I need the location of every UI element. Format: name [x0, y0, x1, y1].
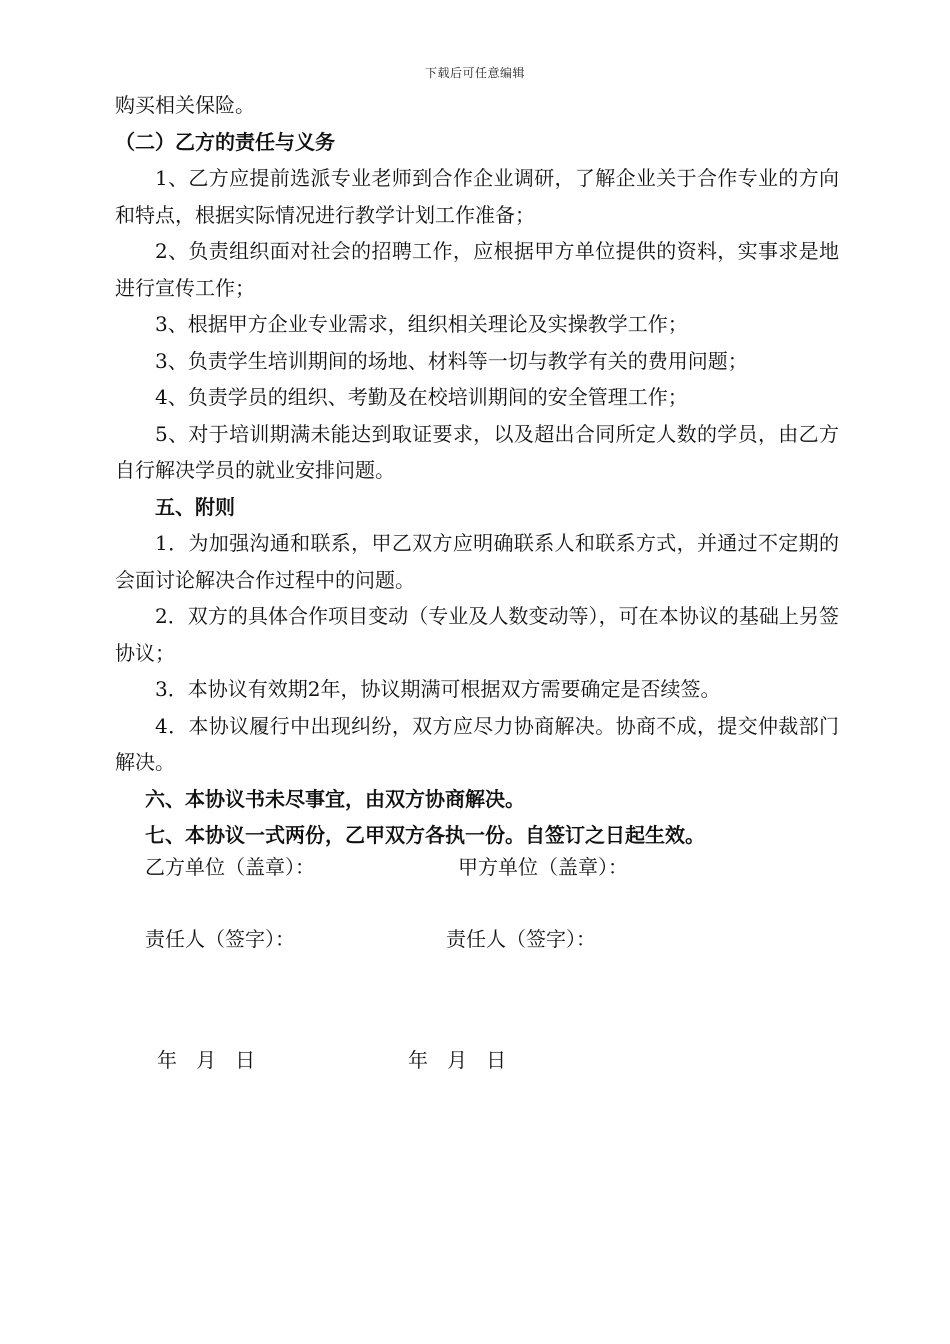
- signature-seal-row: [145, 851, 745, 887]
- party-b-date: 年 月 日: [157, 1048, 256, 1072]
- document-body: [115, 87, 839, 854]
- paragraph: 1．为加强沟通和联系，甲乙双方应明确联系人和联系方式，并通过不定期的会面讨论解决合作过程中的问题。: [115, 531, 839, 592]
- paragraph: 3、负责学生培训期间的场地、材料等一切与教学有关的费用问题；: [155, 348, 748, 373]
- paragraph: 1、乙方应提前选派专业老师到合作企业调研，了解企业关于合作专业的方向和特点，根据实际情况进行教学计划工作准备；: [115, 166, 839, 227]
- section-heading: （二）乙方的责任与义务: [115, 129, 335, 154]
- page-header: 下载后可任意编辑: [424, 66, 525, 80]
- party-a-date: 年 月 日: [408, 1048, 507, 1072]
- party-b-seal-label: 乙方单位（盖章）：: [145, 855, 315, 879]
- paragraph: 购买相关保险。: [115, 93, 255, 117]
- signature-signer-row: [145, 923, 745, 959]
- paragraph: 5、对于培训期满未能达到取证要求，以及超出合同所定人数的学员，由乙方自行解决学员的就业安排问题。: [115, 421, 839, 482]
- clause-heading: 七、本协议一式两份，乙甲双方各执一份。自签订之日起生效。: [145, 823, 705, 847]
- paragraph: 2、负责组织面对社会的招聘工作，应根据甲方单位提供的资料，实事求是地进行宣传工作；: [115, 239, 839, 300]
- paragraph: 4．本协议履行中出现纠纷，双方应尽力协商解决。协商不成，提交仲裁部门解决。: [115, 713, 839, 774]
- paragraph: 3．本协议有效期2年，协议期满可根据双方需要确定是否续签。: [155, 677, 721, 701]
- paragraph: 2．双方的具体合作项目变动（专业及人数变动等），可在本协议的基础上另签协议；: [115, 604, 839, 665]
- paragraph: 3、根据甲方企业专业需求，组织相关理论及实操教学工作；: [155, 312, 688, 336]
- party-a-seal-label: 甲方单位（盖章）：: [458, 855, 628, 879]
- signature-date-row: [145, 996, 745, 1104]
- clause-heading: 六、本协议书未尽事宜，由双方协商解决。: [145, 786, 525, 811]
- party-b-signer-label: 责任人（签字）：: [145, 927, 295, 951]
- section-heading: 五、附则: [155, 494, 235, 519]
- paragraph: 4、负责学员的组织、考勤及在校培训期间的安全管理工作；: [155, 385, 688, 409]
- party-a-signer-label: 责任人（签字）：: [446, 927, 596, 951]
